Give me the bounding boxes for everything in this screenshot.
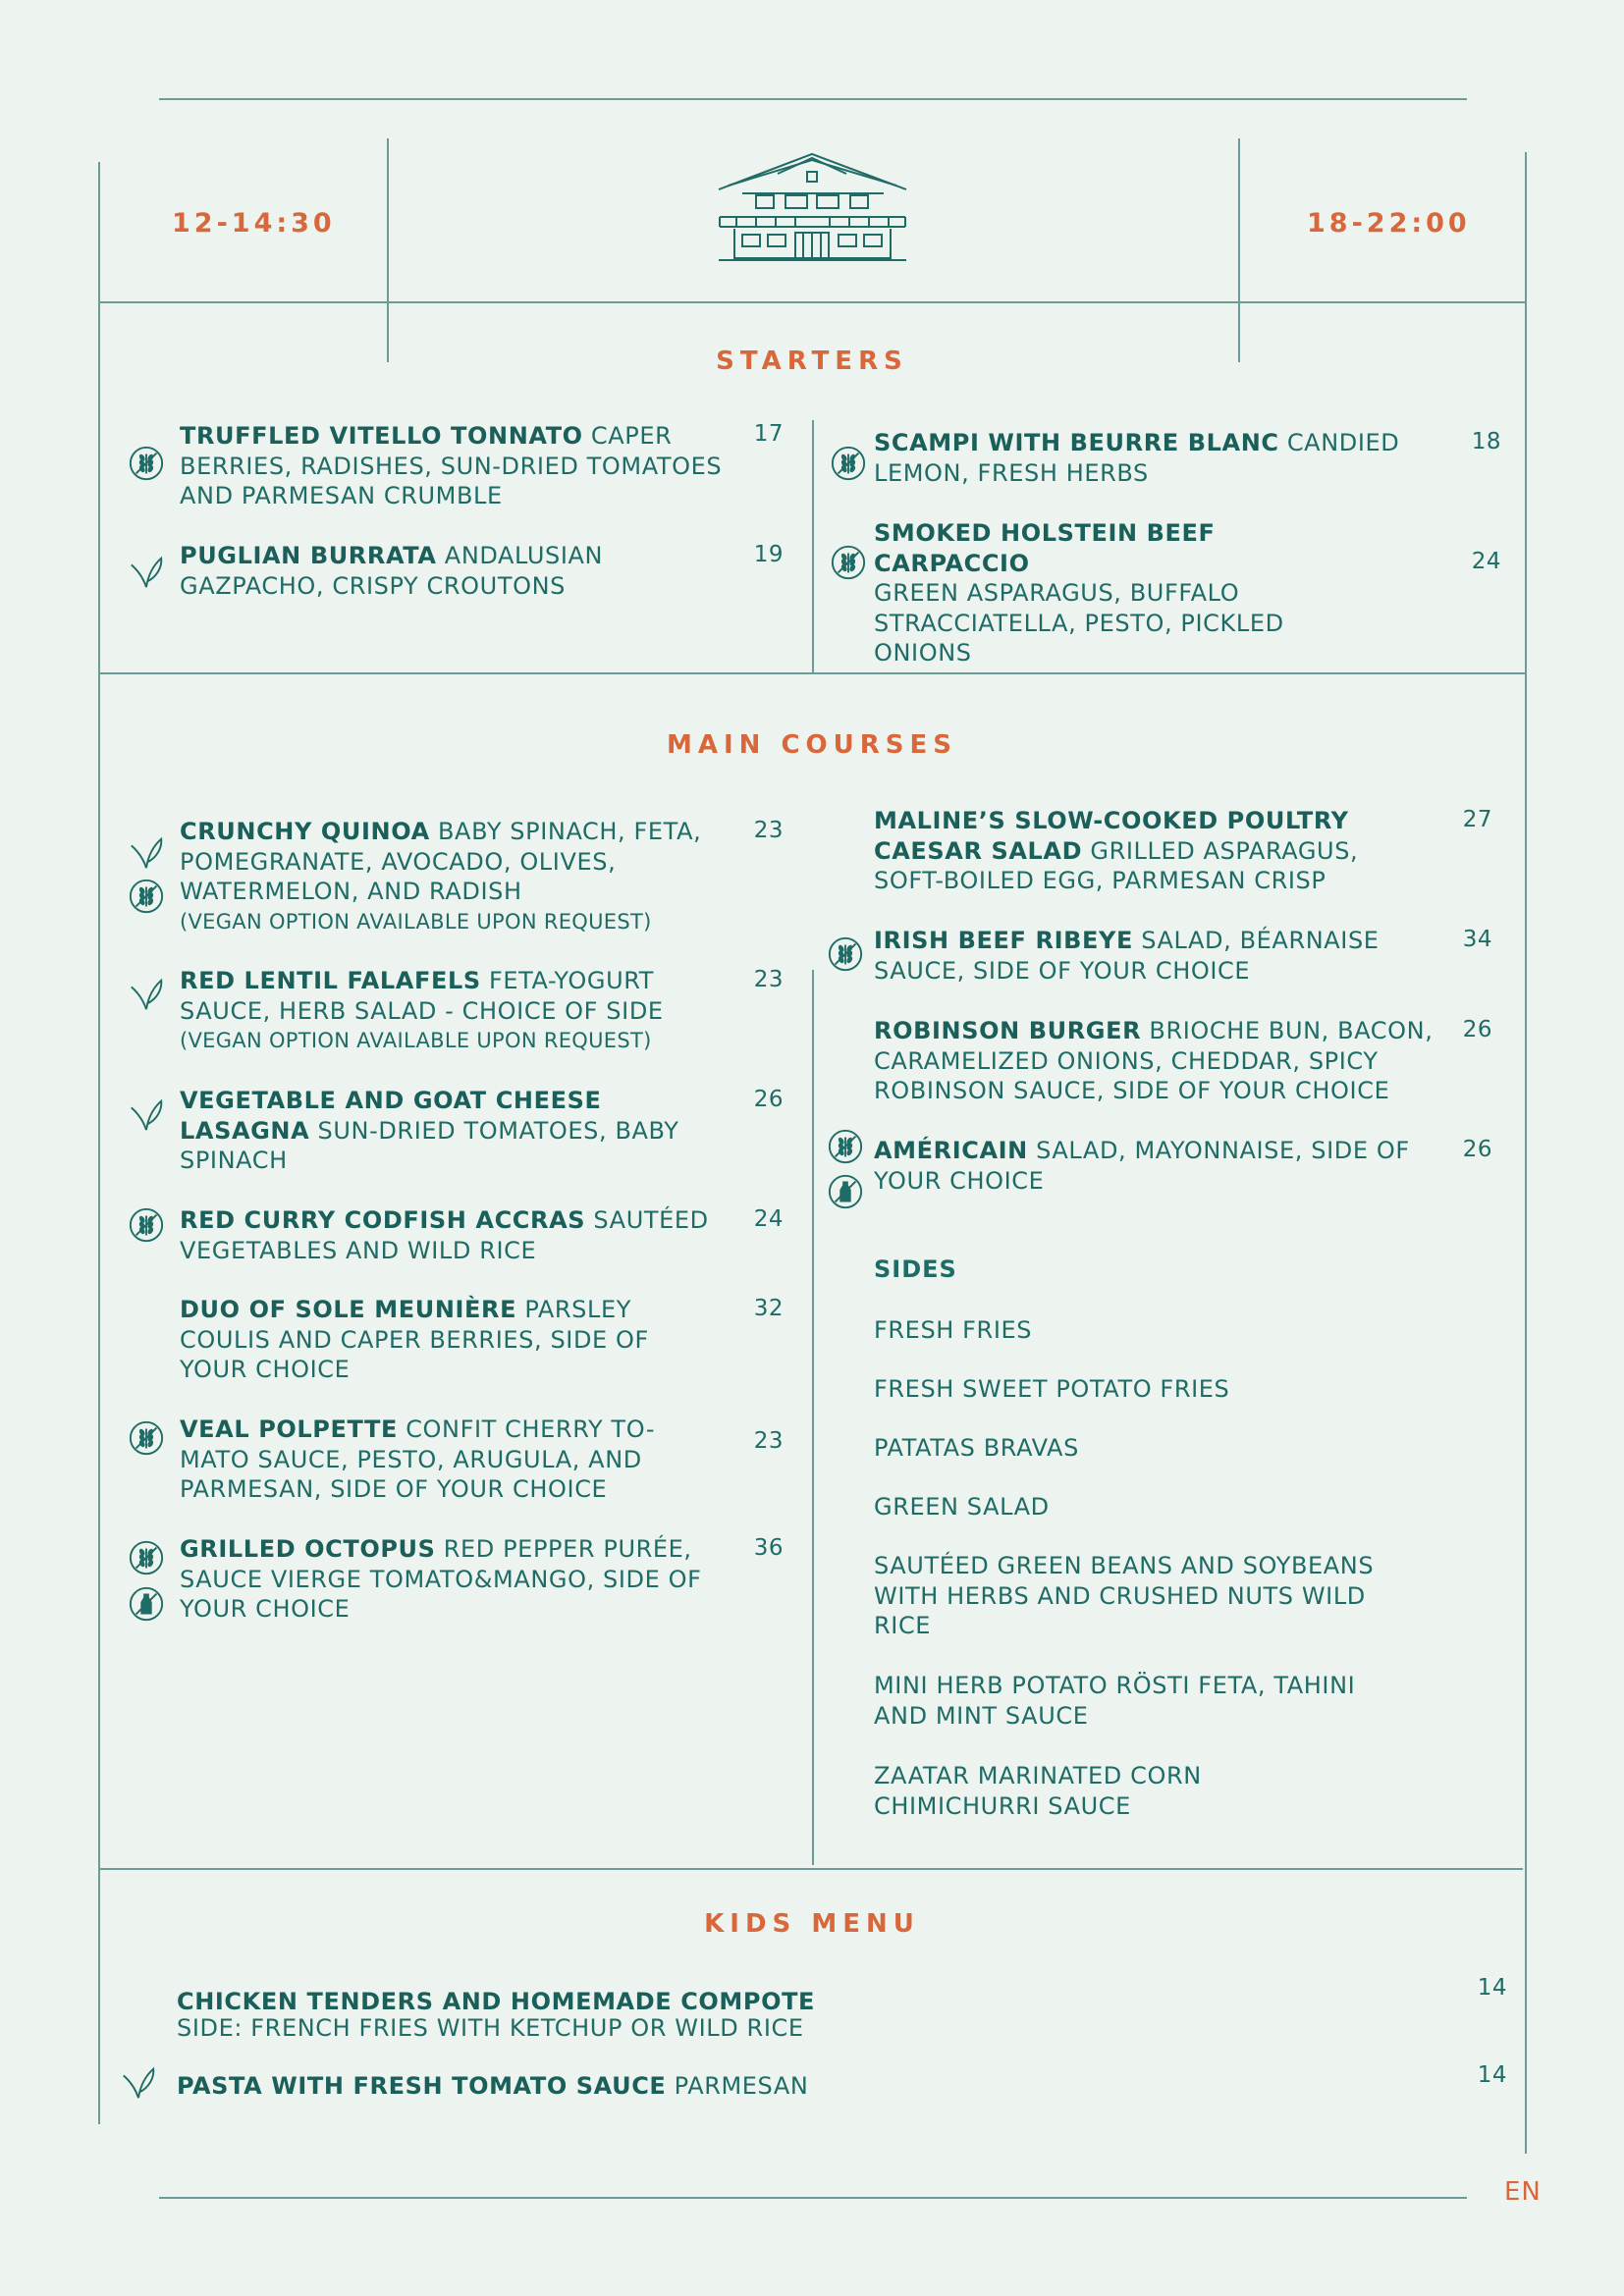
starters-column-divider [812,420,814,673]
mains-column-divider [812,970,814,1865]
main-price: 24 [753,1206,784,1232]
starter-price: 24 [1471,549,1501,574]
main-item: RED LENTIL FALAFELS FETA-YOGURT SAUCE, HERB SALAD - CHOICE OF SIDE (VEGAN OPTION AVAILABLE UPON REQUEST) [180,967,664,1052]
main-price: 34 [1462,927,1492,952]
main-item: DUO OF SOLE MEUNIÈRE PARSLEY COULIS AND CAPER BERRIES, SIDE OF YOUR CHOICE [180,1296,649,1383]
top-rule [159,98,1467,100]
kids-item: CHICKEN TENDERS AND HOMEMADE COMPOTE SIDE: FRENCH FRIES WITH KETCHUP OR WILD RICE [177,1988,816,2042]
side-item: PATATAS BRAVAS [874,1434,1079,1462]
main-item: VEAL POLPETTE CONFIT CHERRY TO-MATO SAUCE, PESTO, ARUGULA, AND PARMESAN, SIDE OF YOUR CHOICE [180,1415,656,1503]
main-item: ROBINSON BURGER BRIOCHE BUN, BACON, CARAMELIZED ONIONS, CHEDDAR, SPICY ROBINSON SAUCE, SIDE OF YOUR CHOICE [874,1017,1434,1104]
milk-crossed-icon [827,1173,864,1210]
starter-price: 17 [753,421,784,447]
kids-menu-heading: KIDS MENU [704,1909,920,1939]
leaf-icon [128,553,165,590]
mains-bottom-line [98,1868,1523,1870]
starters-heading: STARTERS [716,347,908,376]
milk-crossed-icon [128,1585,165,1623]
main-price: 36 [753,1535,784,1561]
side-item: MINI HERB POTATO RÖSTI FETA, TAHINI AND MINT SAUCE [874,1672,1356,1730]
main-courses-heading: MAIN COURSES [666,730,957,760]
header-divider-right [1238,138,1240,362]
dinner-hours: 18-22:00 [1307,208,1471,239]
starter-price: 19 [753,542,784,567]
kids-price: 14 [1477,1975,1507,2001]
frame-right-line [1525,152,1527,2154]
main-price: 23 [753,967,784,992]
main-item: MALINE’S SLOW-COOKED POULTRY CAESAR SALAD GRILLED ASPARAGUS, SOFT-BOILED EGG, PARMESAN CRISP [874,807,1359,894]
header-bottom-line [98,301,1527,303]
frame-left-line [98,162,100,2124]
wheat-crossed-icon [128,1419,165,1457]
leaf-icon [128,975,165,1012]
main-item: IRISH BEEF RIBEYE SALAD, BÉARNAISE SAUCE, SIDE OF YOUR CHOICE [874,927,1380,985]
leaf-icon [128,833,165,871]
main-price: 27 [1462,807,1492,832]
main-item: VEGETABLE AND GOAT CHEESE LASAGNA SUN-DRIED TOMATOES, BABY SPINACH [180,1087,679,1174]
wheat-crossed-icon [128,1539,165,1576]
main-price: 26 [1462,1017,1492,1042]
side-item: FRESH SWEET POTATO FRIES [874,1375,1230,1403]
bottom-rule [159,2197,1467,2199]
starters-bottom-line [98,672,1527,674]
leaf-icon [120,2063,157,2101]
side-item: SAUTÉED GREEN BEANS AND SOYBEANS WITH HERBS AND CRUSHED NUTS WILD RICE [874,1552,1375,1639]
starter-price: 18 [1471,429,1501,454]
main-item: AMÉRICAIN SALAD, MAYONNAISE, SIDE OF YOUR CHOICE [874,1137,1410,1195]
wheat-crossed-icon [128,1206,165,1244]
wheat-crossed-icon [827,935,864,973]
wheat-crossed-icon [830,544,867,581]
starter-item: SCAMPI WITH BEURRE BLANC CANDIED LEMON, FRESH HERBS [874,429,1400,487]
main-price: 23 [753,1428,784,1454]
wheat-crossed-icon [830,445,867,482]
main-price: 23 [753,818,784,843]
main-price: 26 [753,1087,784,1112]
leaf-icon [128,1095,165,1133]
kids-item: PASTA WITH FRESH TOMATO SAUCE PARMESAN [177,2072,809,2100]
header-divider-left [387,138,389,362]
main-item: GRILLED OCTOPUS RED PEPPER PURÉE, SAUCE VIERGE TOMATO&MANGO, SIDE OF YOUR CHOICE [180,1535,702,1623]
side-item: ZAATAR MARINATED CORN CHIMICHURRI SAUCE [874,1762,1202,1820]
main-item: CRUNCHY QUINOA BABY SPINACH, FETA, POMEGRANATE, AVOCADO, OLIVES, WATERMELON, AND RADISH (VEGAN OPTION AVAILABLE UPON REQUEST) [180,818,702,934]
starter-item: TRUFFLED VITELLO TONNATO CAPER BERRIES, RADISHES, SUN-DRIED TOMATOES AND PARMESAN CRUMBLE [180,422,723,509]
main-item: RED CURRY CODFISH ACCRAS SAUTÉED VEGETABLES AND WILD RICE [180,1206,709,1264]
starter-item: PUGLIAN BURRATA ANDALUSIAN GAZPACHO, CRISPY CROUTONS [180,542,604,600]
wheat-crossed-icon [827,1128,864,1165]
main-price: 26 [1462,1137,1492,1162]
kids-price: 14 [1477,2062,1507,2088]
lunch-hours: 12-14:30 [172,208,336,239]
side-item: FRESH FRIES [874,1316,1033,1344]
language-label[interactable]: EN [1504,2177,1542,2207]
wheat-crossed-icon [128,878,165,915]
starter-item: SMOKED HOLSTEIN BEEF CARPACCIO GREEN ASPARAGUS, BUFFALO STRACCIATELLA, PESTO, PICKLED ONIONS [874,519,1284,667]
main-price: 32 [753,1296,784,1321]
sides-heading: SIDES [874,1255,957,1283]
wheat-crossed-icon [128,445,165,482]
chalet-logo-icon [717,152,908,262]
side-item: GREEN SALAD [874,1493,1050,1521]
